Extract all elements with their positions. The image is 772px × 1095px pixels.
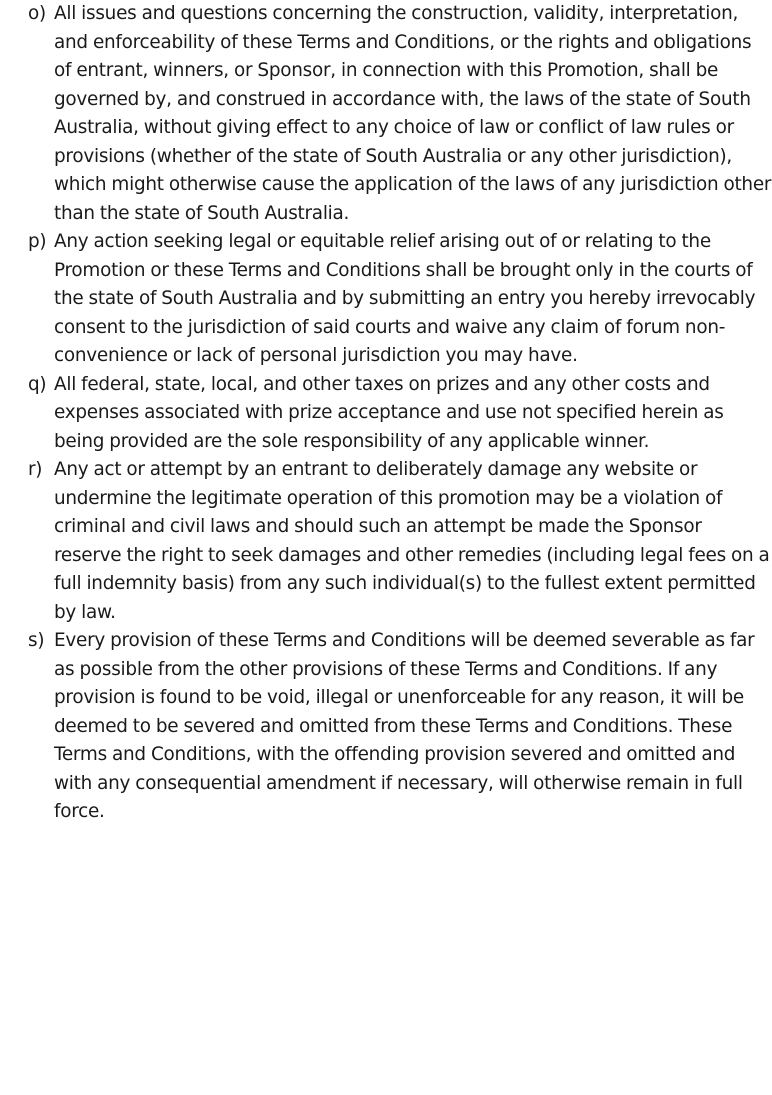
term-letter: o) (28, 3, 46, 24)
term-letter: s) (28, 630, 45, 651)
term-text: Every provision of these Terms and Conditions will be deemed severable as far as possible from the other provisions of these Terms and Conditions. If any provision is found to be void, illegal or unenforceable for any reason, it will be deemed to be severed and omitted from these Terms and Conditions. These Terms and Conditions, with the offending provision severed and omitted and with any consequential amendment if necessary, will otherwise remain in full force. (54, 630, 755, 822)
term-text: All issues and questions concerning the construction, validity, interpretation, and enforceability of these Terms and Conditions, or the rights and obligations of entrant, winners, or Sponsor, in connection with this Promotion, shall be governed by, and construed in accordance with, the laws of the state of South Australia, without giving effect to any choice of law or conflict of law rules or provisions (whether of the state of South Australia or any other jurisdiction), which might otherwise cause the application of the laws of any jurisdiction other than the state of South Australia. (54, 3, 772, 224)
term-item-q (0, 371, 772, 457)
term-letter: p) (28, 231, 47, 252)
term-item-s (0, 627, 772, 827)
term-letter: r) (28, 459, 43, 480)
term-item-r (0, 456, 772, 627)
term-text: All federal, state, local, and other taxes on prizes and any other costs and expenses associated with prize acceptance and use not specified herein as being provided are the sole responsibility of any applicable winner. (54, 373, 724, 452)
term-letter: q) (28, 373, 47, 395)
term-item-o (0, 0, 772, 228)
term-item-p (0, 228, 772, 371)
term-text: Any action seeking legal or equitable relief arising out of or relating to the Promotion or these Terms and Conditions shall be brought only in the courts of the state of South Australia and by submitting an entry you hereby irrevocably consent to the jurisdiction of said courts and waive any claim of forum non-convenience or lack of personal jurisdiction you may have. (54, 231, 756, 366)
term-text: Any act or attempt by an entrant to deliberately damage any website or undermine the legitimate operation of this promotion may be a violation of criminal and civil laws and should such an attempt be made the Sponsor reserve the right to seek damages and other remedies (including legal fees on a full indemnity basis) from any such individual(s) to the fullest extent permitted by law. (54, 459, 770, 623)
